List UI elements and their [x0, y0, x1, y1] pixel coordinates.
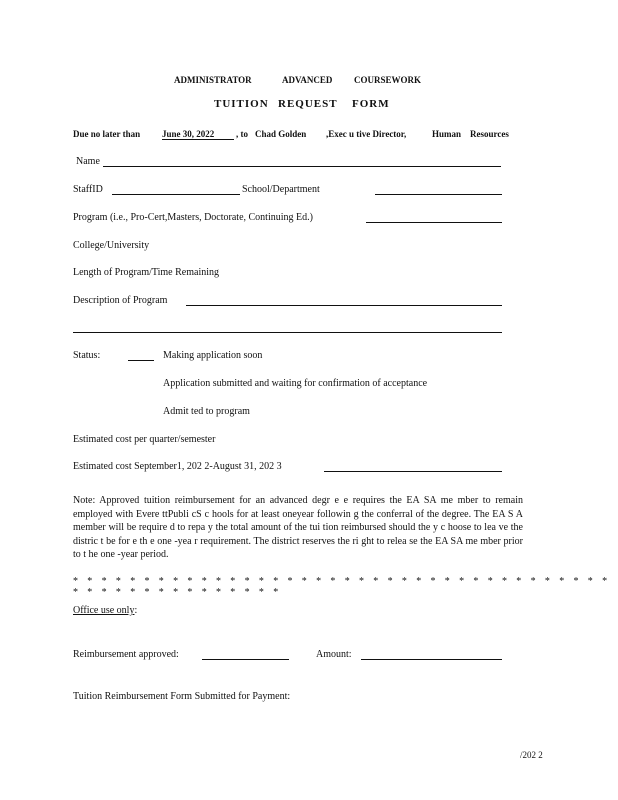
staffid-label: StaffID	[73, 184, 103, 195]
title-tuition: TUITION	[214, 98, 269, 110]
due-date: June 30, 2022	[162, 129, 234, 140]
status-option-submitted: Application submitted and waiting for confirmation of acceptance	[163, 378, 428, 389]
header-advanced: ADVANCED	[282, 75, 333, 85]
status-label: Status:	[73, 350, 101, 361]
star-divider: * * * * * * * * * * * * * * * * * * * * * * * * * * * * * * * * * * * * * * * * * * * * * * * * * * * * *	[73, 576, 611, 598]
due-prefix: Due no later than	[73, 129, 141, 139]
due-dept-a: Human	[432, 129, 462, 139]
length-label: Length of Program/Time Remaining	[73, 267, 220, 278]
due-to: , to	[236, 129, 248, 139]
program-label: Program (i.e., Pro-Cert,Masters, Doctorate, Continuing Ed.)	[73, 212, 313, 223]
title-form: FORM	[352, 98, 390, 110]
note-paragraph: Note: Approved tuition reimbursement for an advanced degr e e requires the EA SA me mber to remain employed with Evere ttPubli cS c hools for at least oneyear followin g the conferral of the degree. The EA S A member will be require d to repa y the total amount of the tui tion reimbursed should the y c hoose to lea ve the distric t be for e th e one -yea r requirement. The district reserves the ri ght to relea se the EA SA me mber prior to t he one -year period.	[73, 495, 523, 560]
title-request: REQUEST	[278, 98, 338, 110]
office-use-colon: :	[134, 605, 138, 616]
header-coursework: COURSEWORK	[354, 75, 422, 85]
amount-field[interactable]	[361, 649, 502, 660]
header-administrator: ADMINISTRATOR	[174, 75, 252, 85]
due-role: ,Exec u tive Director,	[326, 129, 407, 139]
status-check-field[interactable]	[128, 350, 154, 361]
name-label: Name	[76, 156, 100, 167]
amount-label: Amount:	[316, 649, 352, 660]
college-label: College/University	[73, 240, 150, 251]
description-label: Description of Program	[73, 295, 168, 306]
estimate-per-term-label: Estimated cost per quarter/semester	[73, 434, 216, 445]
estimate-range-label: Estimated cost September1, 202 2-August 31, 202 3	[73, 461, 282, 472]
staffid-field[interactable]	[112, 184, 240, 195]
office-use-heading	[73, 605, 137, 616]
status-option-admitted: Admit ted to program	[163, 406, 250, 417]
program-field[interactable]	[366, 212, 502, 223]
name-field[interactable]	[103, 156, 501, 167]
office-use-label: Office use only	[73, 605, 135, 616]
form-submitted-label: Tuition Reimbursement Form Submitted for Payment:	[73, 691, 291, 702]
reimbursement-approved-label: Reimbursement approved:	[73, 649, 179, 660]
due-name: Chad Golden	[255, 129, 307, 139]
description-field[interactable]	[186, 295, 502, 306]
school-label: School/Department	[242, 184, 320, 195]
school-field[interactable]	[375, 184, 502, 195]
reimbursement-approved-field[interactable]	[202, 649, 289, 660]
due-dept-b: Resources	[470, 129, 509, 139]
status-option-making: Making application soon	[163, 350, 263, 361]
footer-page-code: /202 2	[520, 750, 543, 760]
estimate-range-field[interactable]	[324, 461, 502, 472]
description-field-2[interactable]	[73, 322, 502, 333]
